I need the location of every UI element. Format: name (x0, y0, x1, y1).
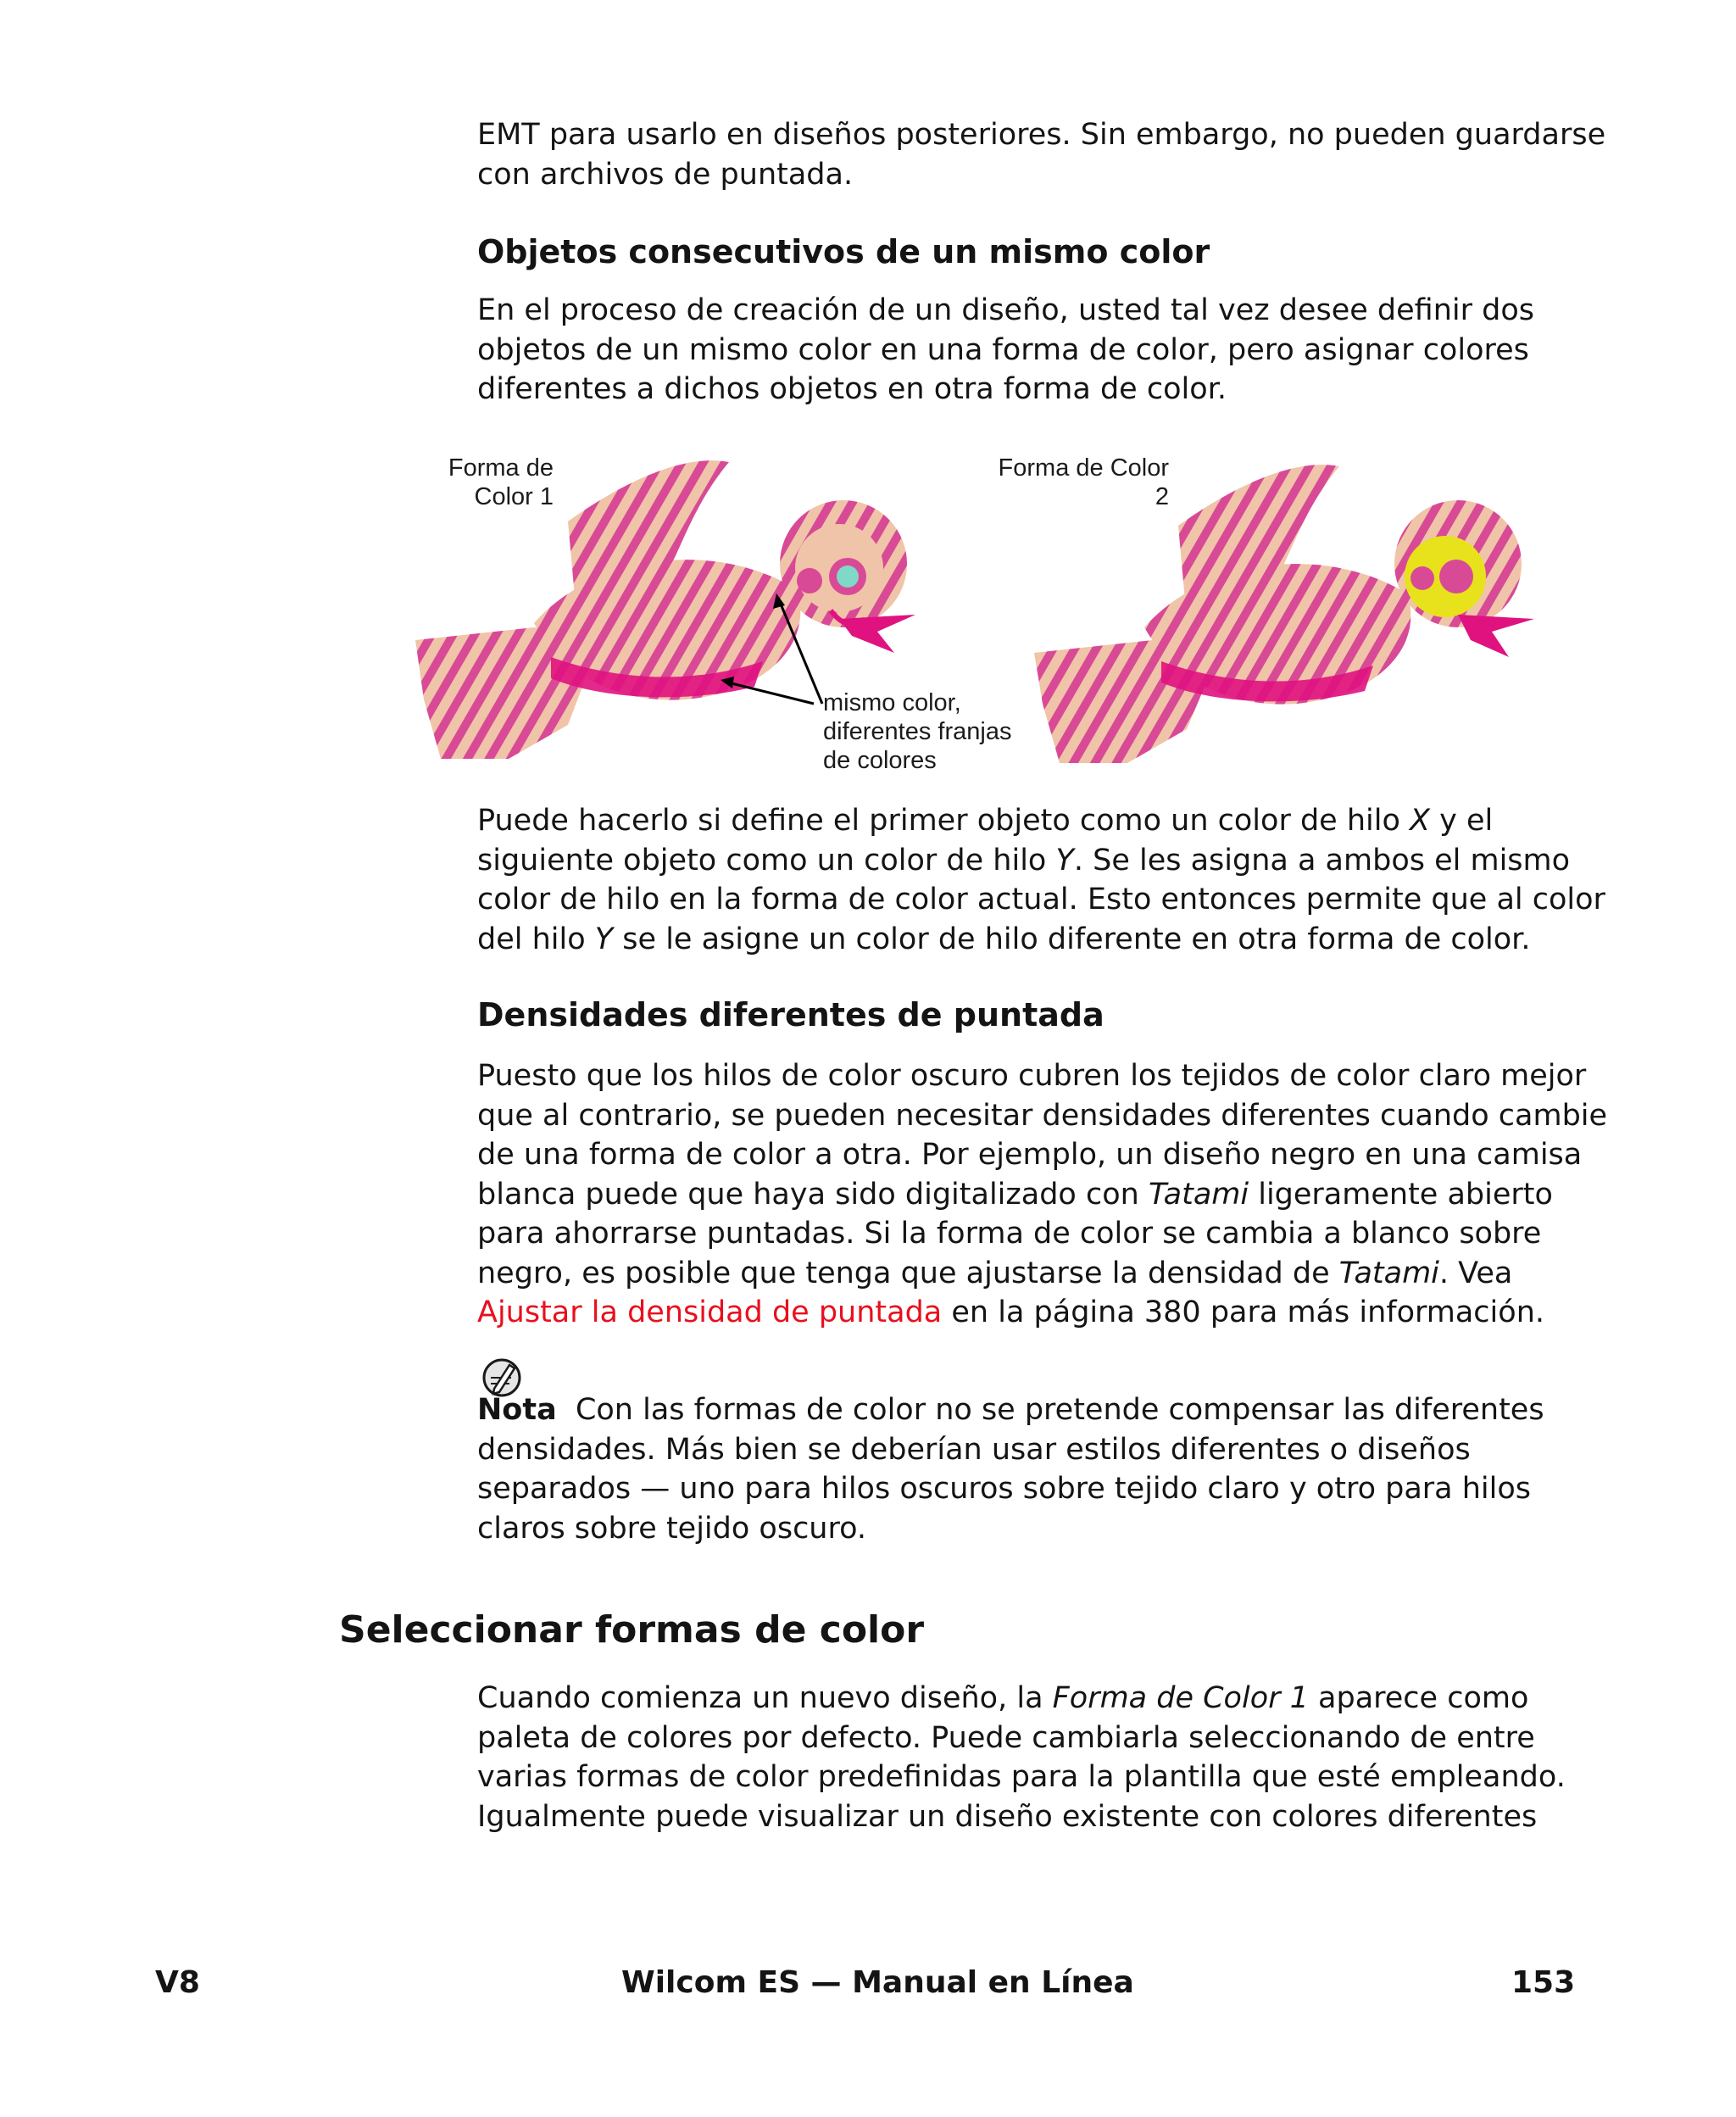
footer-title: Wilcom ES — Manual en Línea (621, 1965, 1134, 2000)
section1-paragraph: En el proceso de creación de un diseño, usted tal vez desee definir dos objetos de un mismo color en una forma de color, pero asignar colores diferentes a dichos objetos en otra forma de color. (477, 293, 1534, 406)
select-color-schemes-paragraph: Cuando comienza un nuevo diseño, la Forma de Color 1 aparece como paleta de colores por defecto. Puede cambiarla seleccionando de entre varias formas de color predefinidas para la plantilla que esté empleando. Igualmente puede visualizar un diseño existente con colores diferentes (477, 1681, 1566, 1834)
stitch-density-link[interactable]: Ajustar la densidad de puntada (477, 1295, 943, 1329)
figure-callout: mismo color, diferentes franjas de colores (823, 689, 1012, 774)
densities-paragraph: Puesto que los hilos de color oscuro cubren los tejidos de color claro mejor que al contrario, se pueden necesitar densidades diferentes cuando cambie de una forma de color a otra. Por ejemplo, un diseño negro en una camisa blanca puede que haya sido digitalizado con Tatami ligeramente abierto para ahorrarse puntadas. Si la forma de color se cambia a blanco sobre negro, es posible que tenga que ajustarse la densidad de Tatami. Vea Ajustar la densidad de puntada en la página 380 para más información. (477, 1059, 1608, 1329)
figure-label-color-scheme-1: Forma de Color 1 (448, 454, 554, 510)
figure-label-color-scheme-2: Forma de Color 2 (998, 454, 1169, 510)
section-heading-stitch-densities: Densidades diferentes de puntada (477, 996, 1104, 1033)
thread-color-paragraph: Puede hacerlo si define el primer objeto como un color de hilo X y el siguiente objeto como un color de hilo Y. Se les asigna a ambos el mismo color de hilo en la forma de color actual. Esto entonces permite que al color del hilo Y se le asigne un color de hilo diferente en otra forma de color. (477, 804, 1605, 956)
footer-version: V8 (155, 1965, 200, 2000)
section-heading-select-color-schemes: Seleccionar formas de color (339, 1608, 925, 1652)
footer-page-number: 153 (1511, 1965, 1576, 2000)
callout-arrows (721, 593, 831, 712)
intro-paragraph: EMT para usarlo en diseños posteriores. Sin embargo, no pueden guardarse con archivos de puntada. (477, 118, 1606, 192)
section-heading-consecutive-objects: Objetos consecutivos de un mismo color (477, 233, 1210, 270)
note-label: Nota (477, 1393, 557, 1427)
note-paragraph: Nota Con las formas de color no se pretende compensar las diferentes densidades. Más bien se deberían usar estilos diferentes o diseños separados — uno para hilos oscuros sobre tejido claro y otro para hilos claros sobre tejido oscuro. (477, 1393, 1544, 1546)
